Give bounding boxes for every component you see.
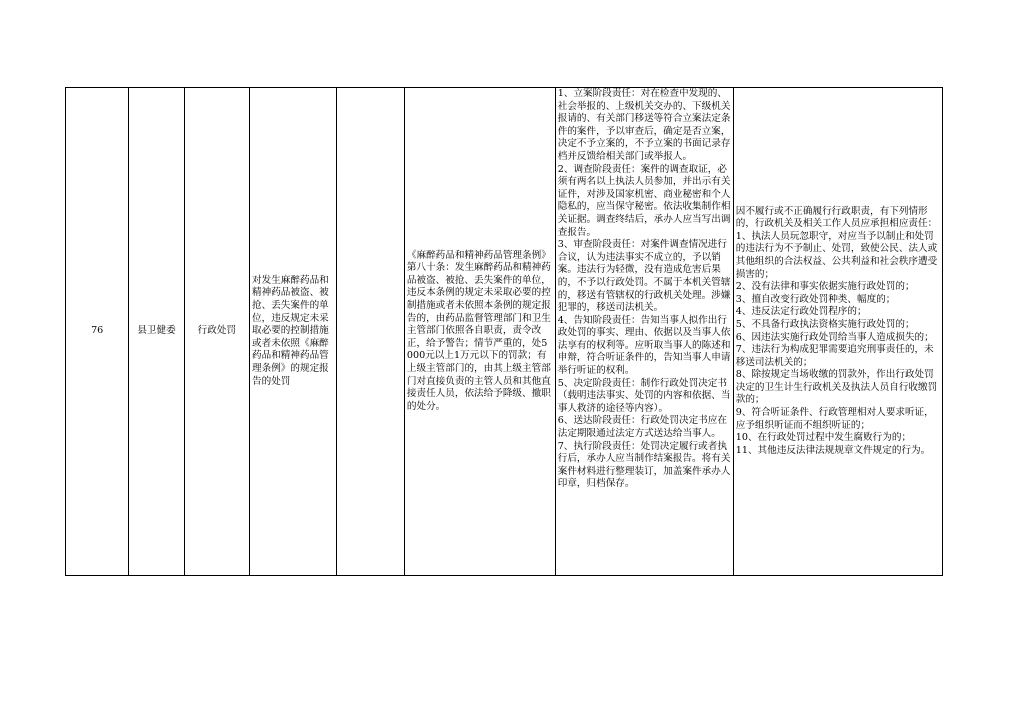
department-cell: 县卫健委 xyxy=(129,88,184,576)
item-name-cell: 对发生麻醉药品和精神药品被盗、被抢、丢失案件的单位，违反规定未采取必要的控制措施或者未依照《麻醉药品和精神药品管理条例》的规定报告的处罚 xyxy=(250,88,336,576)
responsibility-cell: 1、立案阶段责任：对在检查中发现的、社会举报的、上级机关交办的、下级机关报请的、有关部门移送等符合立案法定条件的案件，予以审查后，确定是否立案，决定不予立案的，不予立案的书面记录存档并反馈给相关部门或举报人。 2、调查阶段责任：案件的调查取证，必须有两名以上执法人员参加，并出示有关证件，对涉及国家机密、商业秘密和个人隐私的，应当保守秘密。依法收集制作相关证据。调查终结后，承办人应当写出调查报告。 3、审查阶段责任：对案件调查情况进行合议，认为违法事实不成立的，予以销案。违法行为轻微，没有造成危害后果的，不予以行政处罚。不属于本机关管辖的，移送有管辖权的行政机关处理。涉嫌犯罪的，移送司法机关。 4、告知阶段责任：告知当事人拟作出行政处罚的事实、理由、依据以及当事人依法享有的权利等。应听取当事人的陈述和申辩，符合听证条件的，告知当事人申请举行听证的权利。 5、决定阶段责任：制作行政处罚决定书（载明违法事实、处罚的内容和依据、当事人救济的途径等内容）。 6、送达阶段责任：行政处罚决定书应在法定期限通过法定方式送达给当事人。 7、执行阶段责任：处罚决定履行或者执行后，承办人应当制作结案报告。将有关案件材料进行整理装订，加盖案件承办人印章，归档保存。 xyxy=(555,88,733,576)
row-index-cell: 76 xyxy=(66,88,129,576)
legal-basis-cell: 《麻醉药品和精神药品管理条例》第八十条：发生麻醉药品和精神药品被盗、被抢、丢失案件的单位，违反本条例的规定未采取必要的控制措施或者未依照本条例的规定报告的，由药品监督管理部门和卫生主管部门依照各自职责，责令改正，给予警告；情节严重的，处5000元以上1万元以下的罚款；有上级主管部门的，由其上级主管部门对直接负责的主管人员和其他直接责任人员，依法给予降级、撤职的处分。 xyxy=(404,88,555,576)
category-cell: 行政处罚 xyxy=(184,88,249,576)
sub-item-cell xyxy=(336,88,404,576)
table-row xyxy=(66,88,943,576)
accountability-cell: 因不履行或不正确履行行政职责，有下列情形的，行政机关及相关工作人员应承担相应责任： 1、执法人员玩忽职守，对应当予以制止和处罚的违法行为不予制止、处罚，致使公民、法人或其他组织的合法权益、公共利益和社会秩序遭受损害的； 2、没有法律和事实依据实施行政处罚的； 3、擅自改变行政处罚种类、幅度的； 4、违反法定行政处罚程序的； 5、不具备行政执法资格实施行政处罚的； 6、因违法实施行政处罚给当事人造成损失的； 7、违法行为构成犯罪需要追究刑事责任的，未移送司法机关的； 8、除按规定当场收缴的罚款外，作出行政处罚决定的卫生计生行政机关及执法人员自行收缴罚款的； 9、符合听证条件、行政管理相对人要求听证，应予组织听证而不组织听证的； 10、在行政处罚过程中发生腐败行为的； 11、其他违反法律法规规章文件规定的行为。 xyxy=(733,88,942,576)
power-list-table xyxy=(65,87,943,576)
